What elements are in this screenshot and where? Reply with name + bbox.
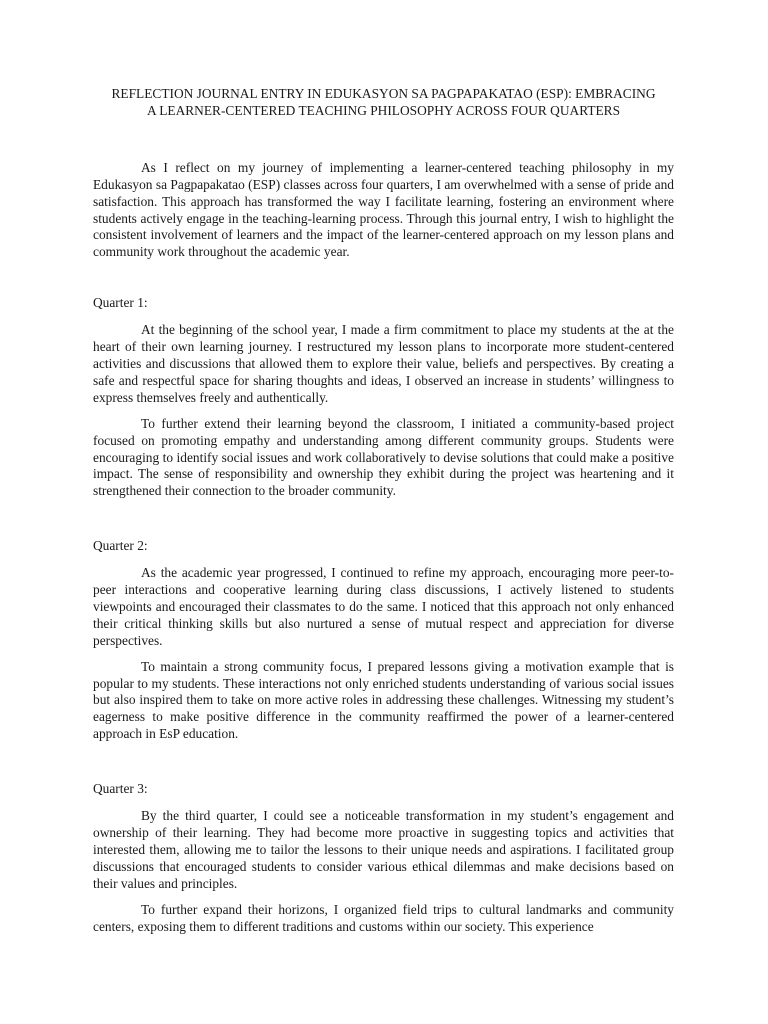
quarter-3-paragraph-2: To further expand their horizons, I organized field trips to cultural landmarks and community centers, exposing them to different traditions and customs within our society. This experience [93, 901, 674, 934]
quarter-3-heading: Quarter 3: [93, 781, 148, 797]
section-quarter-1 [93, 295, 674, 500]
document-title [93, 86, 674, 120]
quarter-1-paragraph-1: At the beginning of the school year, I made a firm commitment to place my students at the at the heart of their own learning journey. I restructured my lesson plans to incorporate more student-centered activities and discussions that allowed them to explore their value, beliefs and perspectives. By creating a safe and respectful space for sharing thoughts and ideas, I observed an increase in students’ willingness to express themselves freely and authentically. [93, 322, 674, 405]
section-quarter-3 [93, 781, 674, 935]
title-line-1: REFLECTION JOURNAL ENTRY IN EDUKASYON SA PAGPAPAKATAO (ESP): EMBRACING [111, 86, 656, 101]
title-line-2: A LEARNER-CENTERED TEACHING PHILOSOPHY ACROSS FOUR QUARTERS [146, 102, 621, 118]
section-quarter-2 [93, 538, 674, 743]
intro-paragraph: As I reflect on my journey of implementing a learner-centered teaching philosophy in my Edukasyon sa Pagpapakatao (ESP) classes across four quarters, I am overwhelmed with a sense of pride and satisfaction. This approach has transformed the way I facilitate learning, fostering an environment where students actively engage in the teaching-learning process. Through this journal entry, I wish to highlight the consistent involvement of learners and the impact of the learner-centered approach on my lesson plans and community work throughout the academic year. [93, 159, 674, 260]
quarter-2-paragraph-2: To maintain a strong community focus, I prepared lessons giving a motivation example that is popular to my students. These interactions not only enriched students understanding of various social issues but also inspired them to take on more active roles in addressing these challenges. Witnessing my student’s eagerness to make positive difference in the community reaffirmed the power of a learner-centered approach in EsP education. [93, 658, 674, 742]
quarter-1-heading: Quarter 1: [93, 295, 148, 311]
document-page [93, 86, 674, 935]
quarter-2-paragraph-1: As the academic year progressed, I continued to refine my approach, encouraging more peer-to-peer interactions and cooperative learning during class discussions, I actively listened to students viewpoints and encouraged their classmates to do the same. I noticed that this approach not only enhanced their critical thinking skills but also nurtured a sense of mutual respect and appreciation for diverse perspectives. [93, 565, 674, 648]
quarter-3-paragraph-1: By the third quarter, I could see a noticeable transformation in my student’s engagement and ownership of their learning. They had become more proactive in suggesting topics and activities that interested them, allowing me to tailor the lessons to their unique needs and aspirations. I facilitated group discussions that encouraged students to consider various ethical dilemmas and make decisions based on their values and principles. [93, 808, 674, 891]
quarter-1-paragraph-2: To further extend their learning beyond the classroom, I initiated a community-based project focused on promoting empathy and understanding among different community groups. Students were encouraging to identify social issues and work collaboratively to devise solutions that could make a positive impact. The sense of responsibility and ownership they exhibit during the project was heartening and it strengthened their connection to the broader community. [93, 415, 674, 499]
quarter-2-heading: Quarter 2: [93, 538, 148, 554]
